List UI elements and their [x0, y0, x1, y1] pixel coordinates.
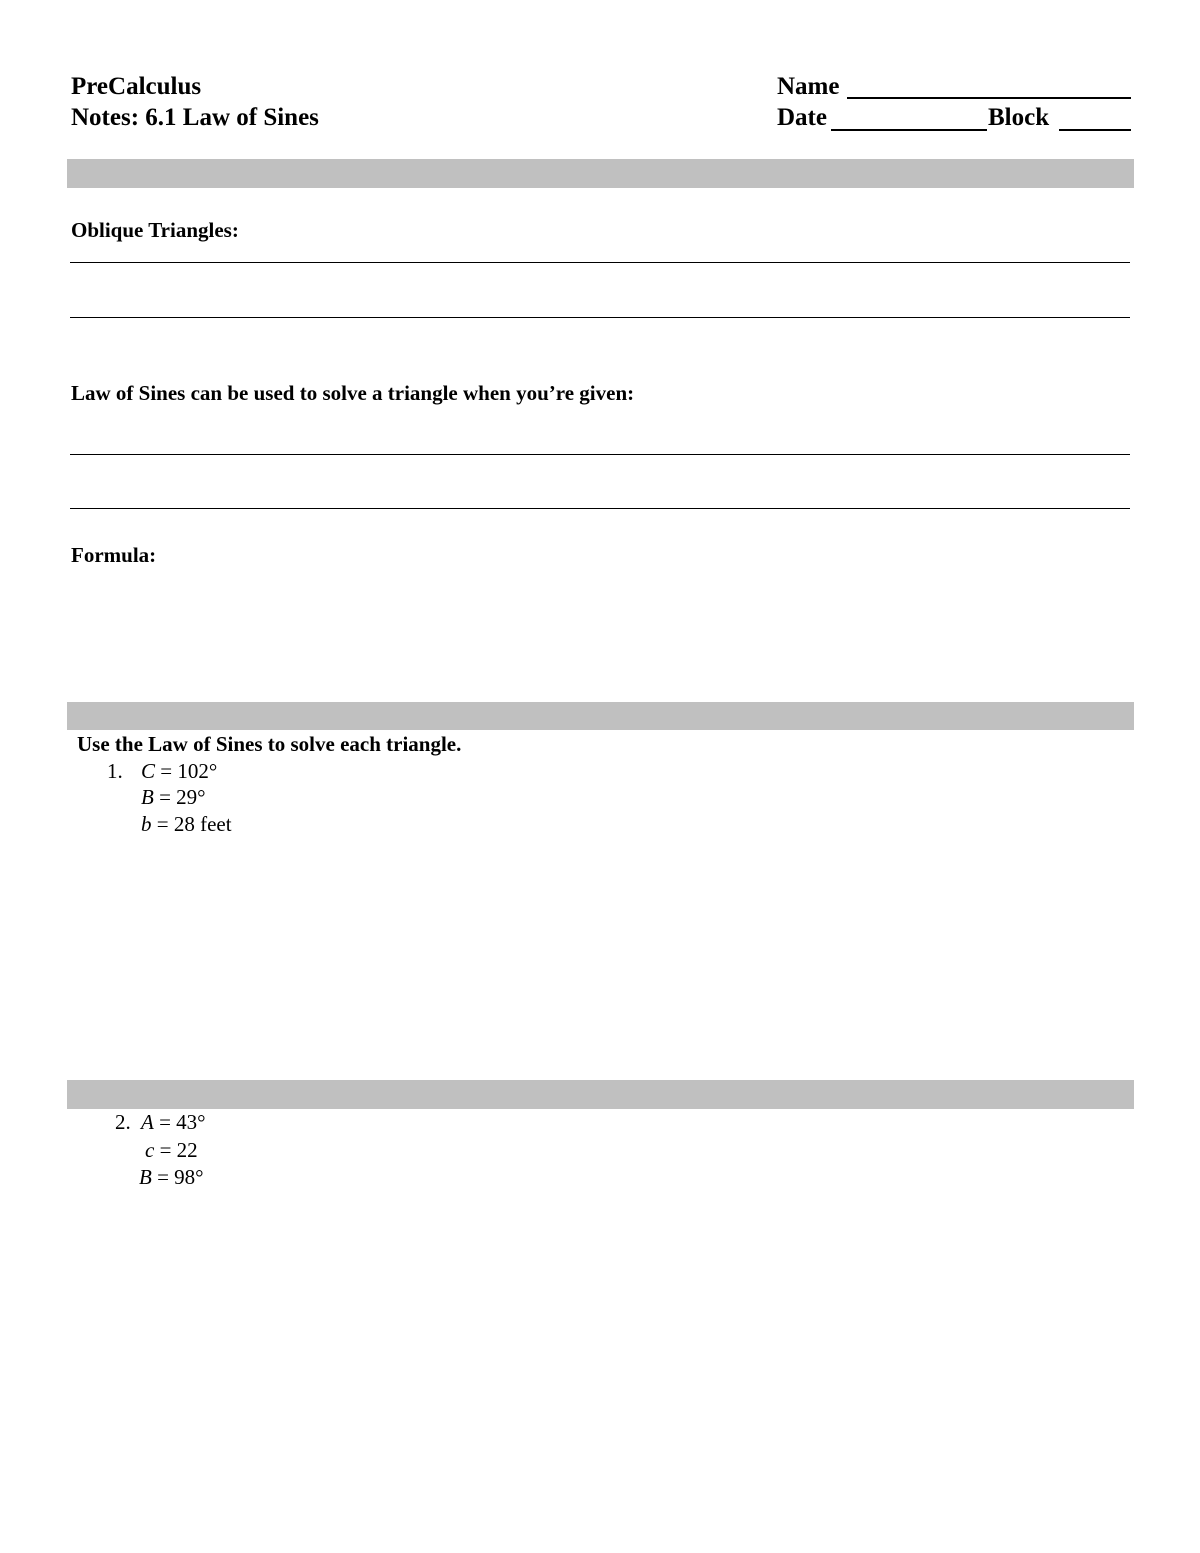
value: = 22 — [154, 1138, 198, 1162]
law-of-sines-usage-label: Law of Sines can be used to solve a triangle when you’re given: — [71, 381, 635, 405]
formula-label: Formula: — [71, 543, 157, 567]
date-blank[interactable] — [831, 129, 987, 131]
variable: C — [141, 759, 156, 783]
given-value — [145, 1137, 198, 1163]
value: = 98° — [151, 1165, 204, 1189]
given-value — [139, 1164, 204, 1190]
answer-line[interactable] — [70, 508, 1130, 509]
block-blank[interactable] — [1059, 129, 1131, 131]
value: = 43° — [153, 1110, 206, 1134]
name-label: Name — [777, 73, 840, 100]
variable: c — [145, 1138, 155, 1162]
given-value — [141, 1109, 206, 1135]
section-divider-band — [67, 159, 1134, 188]
section-divider-band — [67, 702, 1134, 730]
block-label: Block — [988, 104, 1050, 131]
oblique-triangles-label: Oblique Triangles: — [71, 218, 239, 242]
variable: A — [141, 1110, 154, 1134]
value: = 102° — [155, 759, 218, 783]
variable: B — [141, 785, 154, 809]
value: = 29° — [153, 785, 206, 809]
notes-title: Notes: 6.1 Law of Sines — [71, 104, 319, 131]
given-value — [141, 758, 217, 784]
given-value — [141, 784, 206, 810]
variable: b — [141, 812, 152, 836]
instructions: Use the Law of Sines to solve each triangle. — [77, 732, 462, 756]
given-value — [141, 811, 232, 837]
answer-line[interactable] — [70, 317, 1130, 318]
date-label: Date — [777, 104, 827, 131]
course-title: PreCalculus — [71, 73, 202, 100]
section-divider-band — [67, 1080, 1134, 1109]
answer-line[interactable] — [70, 454, 1130, 455]
problem-number: 2. — [115, 1110, 131, 1134]
value: = 28 feet — [151, 812, 232, 836]
answer-line[interactable] — [70, 262, 1130, 263]
variable: B — [139, 1165, 152, 1189]
problem-number: 1. — [107, 759, 123, 783]
name-blank[interactable] — [847, 97, 1131, 99]
